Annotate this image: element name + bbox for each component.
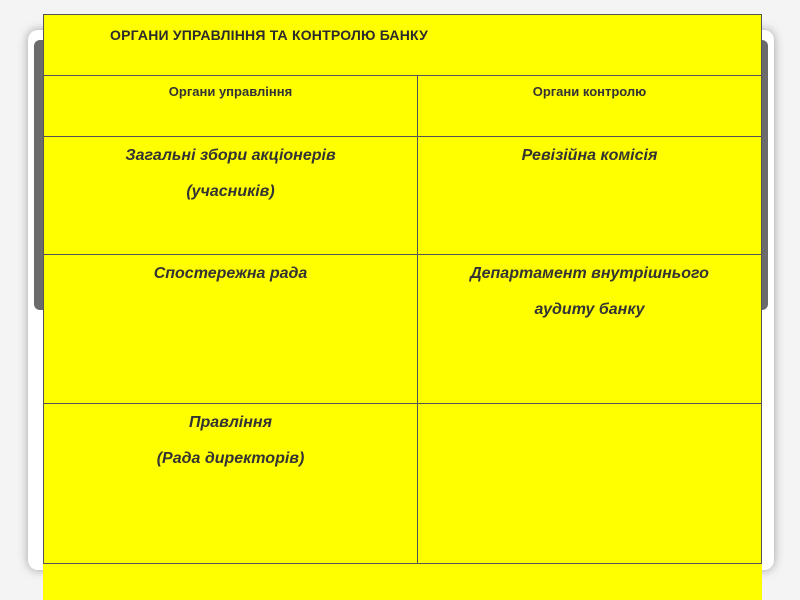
management-cell [44, 404, 418, 564]
control-cell-empty [418, 404, 762, 564]
title-cell [44, 15, 762, 76]
management-body: Правління [189, 414, 272, 431]
column-header-management [44, 76, 418, 137]
column-header-label: Органи управління [168, 84, 293, 99]
governance-table [43, 14, 762, 600]
control-body: Ревізійна комісія [521, 147, 658, 164]
management-body: Спостережна рада [153, 265, 308, 282]
table-footer-strip [44, 564, 762, 600]
column-header-control [418, 76, 762, 137]
control-cell [418, 255, 762, 404]
title-row [44, 15, 762, 76]
footer-cell [44, 564, 762, 600]
management-body-note: (учасників) [186, 183, 275, 200]
management-cell [44, 137, 418, 255]
table-row [44, 137, 762, 255]
table-row [44, 404, 762, 564]
management-body: Загальні збори акціонерів [125, 147, 336, 164]
control-body-line2: аудиту банку [534, 301, 645, 318]
table-title: ОРГАНИ УПРАВЛІННЯ ТА КОНТРОЛЮ БАНКУ [110, 27, 429, 43]
control-cell [418, 137, 762, 255]
table-row [44, 255, 762, 404]
control-body: Департамент внутрішнього [470, 265, 709, 282]
header-row [44, 76, 762, 137]
management-body-note: (Рада директорів) [156, 450, 305, 467]
management-cell [44, 255, 418, 404]
column-header-label: Органи контролю [532, 84, 647, 99]
